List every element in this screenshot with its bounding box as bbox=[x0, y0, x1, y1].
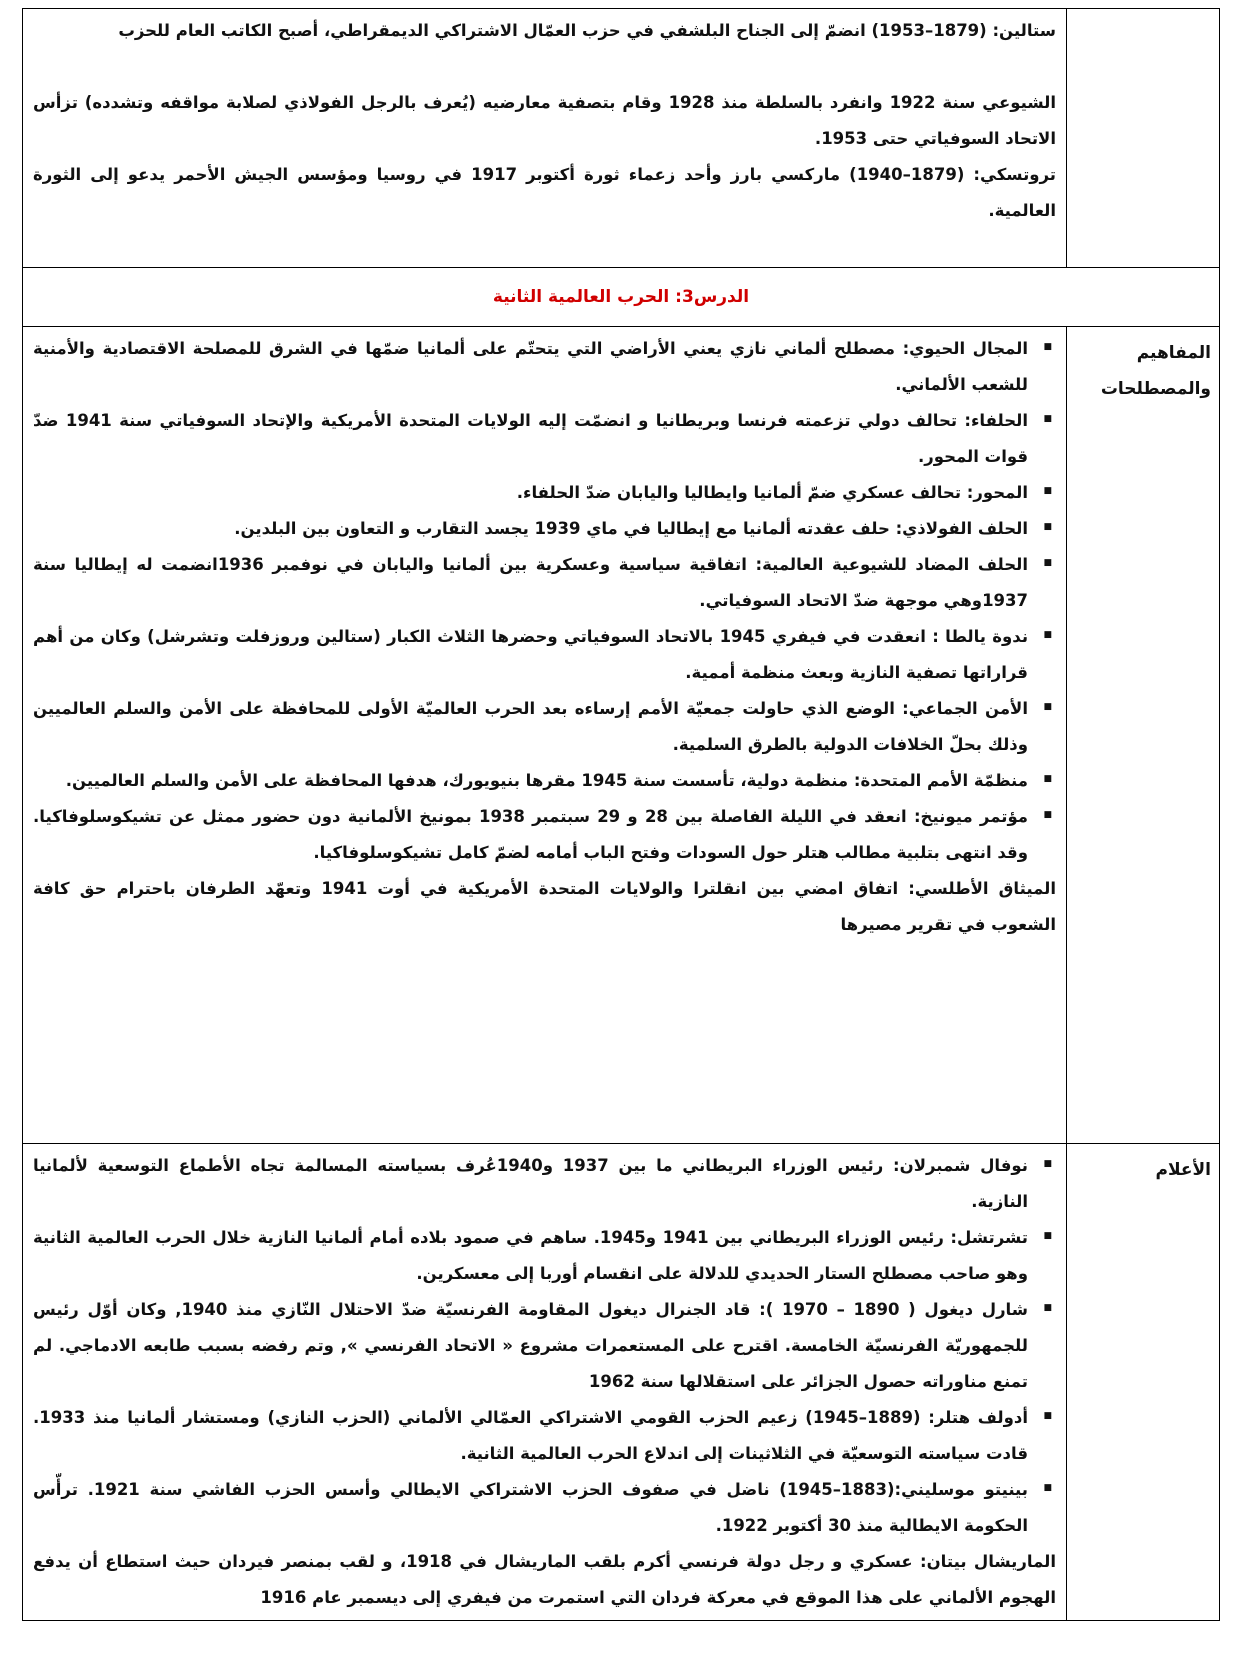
list-item: ■ المحور: تحالف عسكري ضمّ ألمانيا وايطاليا واليابان ضدّ الحلفاء. bbox=[33, 475, 1056, 511]
figures-list bbox=[33, 1148, 1056, 1544]
table-row bbox=[23, 327, 1220, 1144]
list-item: ■ الحلفاء: تحالف دولي تزعمته فرنسا وبريطانيا و انضمّت إليه الولايات المتحدة الأمريكية والإتحاد السوفياتي سنة 1941 ضدّ قوات المحور. bbox=[33, 403, 1056, 475]
stalin-trotsky-cell bbox=[23, 9, 1067, 268]
stalin-line-1: ستالين: (1879–1953) انضمّ إلى الجناح البلشفي في حزب العمّال الاشتراكي الديمقراطي، أصبح الكاتب العام للحزب bbox=[118, 21, 1056, 40]
list-item: ■ بينيتو موسليني:(1883–1945) ناضل في صفوف الحزب الاشتراكي الايطالي وأسس الحزب الفاشي سنة 1921. ترأّس الحكومة الايطالية منذ 30 أكتوبر 1922. bbox=[33, 1472, 1056, 1544]
list-item: ■ الأمن الجماعي: الوضع الذي حاولت جمعيّة الأمم إرساءه بعد الحرب العالميّة الأولى للمحافظة على الأمن والسلم العالميين وذلك بحلّ الخلافات الدولية بالطرق السلمية. bbox=[33, 691, 1056, 763]
concepts-label: المفاهيم والمصطلحات bbox=[1067, 327, 1220, 1144]
list-item: ■ مؤتمر ميونيخ: انعقد في الليلة الفاصلة بين 28 و 29 سبتمبر 1938 بمونيخ الألمانية دون حضور ممثل عن تشيكوسلوفاكيا. وقد انتهى بتلبية مطالب هتلر حول السودات وفتح الباب أمامه لضمّ كامل تشيكوسلوفاكيا. bbox=[33, 799, 1056, 871]
list-item: ■ المجال الحيوي: مصطلح ألماني نازي يعني الأراضي التي يتحتّم على ألمانيا ضمّها في الشرق للمصلحة الاقتصادية والأمنية للشعب الألماني. bbox=[33, 331, 1056, 403]
lesson-table bbox=[22, 8, 1220, 1621]
list-item: ■ أدولف هتلر: (1889–1945) زعيم الحزب القومي الاشتراكي العمّالي الألماني (الحزب النازي) ومستشار ألمانيا منذ 1933. قادت سياسته التوسعيّة في الثلاثينات إلى اندلاع الحرب العالمية الثانية. bbox=[33, 1400, 1056, 1472]
list-item: ■ نوفال شمبرلان: رئيس الوزراء البريطاني ما بين 1937 و1940عُرف بسياسته المسالمة تجاه الأطماع التوسعية لألمانيا النازية. bbox=[33, 1148, 1056, 1220]
list-item: ■ منظمّة الأمم المتحدة: منظمة دولية، تأسست سنة 1945 مقرها بنيويورك، هدفها المحافظة على الأمن والسلم العالميين. bbox=[33, 763, 1056, 799]
table-row bbox=[23, 268, 1220, 327]
lesson-document bbox=[22, 8, 1220, 1621]
row-label-empty bbox=[1067, 9, 1220, 268]
list-item: ■ تشرتشل: رئيس الوزراء البريطاني بين 1941 و1945. ساهم في صمود بلاده أمام ألمانيا النازية خلال الحرب العالمية الثانية وهو صاحب مصطلح الستار الحديدي للدلالة على انقسام أوربا إلى معسكرين. bbox=[33, 1220, 1056, 1292]
trotsky-entry: تروتسكي: (1879–1940) ماركسي بارز وأحد زعماء ثورة أكتوبر 1917 في روسيا ومؤسس الجيش الأحمر يدعو إلى الثورة العالمية. bbox=[33, 165, 1057, 220]
list-item: ■ الحلف الفولاذي: حلف عقدته ألمانيا مع إيطاليا في ماي 1939 يجسد التقارب و التعاون بين البلدين. bbox=[33, 511, 1056, 547]
lesson-title: الدرس3: الحرب العالمية الثانية bbox=[23, 268, 1220, 327]
table-row bbox=[23, 9, 1220, 268]
table-row bbox=[23, 1144, 1220, 1621]
list-item: ■ شارل ديغول ( 1890 – 1970 ): قاد الجنرال ديغول المقاومة الفرنسيّة ضدّ الاحتلال النّازي منذ 1940, وكان أوّل رئيس للجمهوريّة الفرنسيّة الخامسة. اقترح على المستعمرات مشروع « الاتحاد الفرنسي », وتم رفضه بسبب طابعه الادماجي. لم تمنع مناوراته حصول الجزائر على استقلالها سنة 1962 bbox=[33, 1292, 1056, 1400]
atlantic-charter-entry: الميثاق الأطلسي: اتفاق امضي بين انقلترا والولايات المتحدة الأمريكية في أوت 1941 وتعهّد الطرفان باحترام حق كافة الشعوب في تقرير مصيرها bbox=[33, 879, 1056, 934]
figures-label: الأعلام bbox=[1067, 1144, 1220, 1621]
petain-entry: الماريشال بيتان: عسكري و رجل دولة فرنسي أكرم بلقب الماريشال في 1918، و لقب بمنصر فيردان حيث استطاع أن يدفع الهجوم الألماني على هذا الموقع في معركة فردان التي استمرت من فيفري إلى ديسمبر عام 1916 bbox=[33, 1552, 1056, 1607]
concepts-list bbox=[33, 331, 1056, 871]
concepts-cell bbox=[23, 327, 1067, 1144]
list-item: ■ ندوة يالطا : انعقدت في فيفري 1945 بالاتحاد السوفياتي وحضرها الثلاث الكبار (ستالين وروزفلت وتشرشل) وكان من أهم قراراتها تصفية النازية وبعث منظمة أممية. bbox=[33, 619, 1056, 691]
stalin-line-2: الشيوعي سنة 1922 وانفرد بالسلطة منذ 1928 وقام بتصفية معارضيه (يُعرف بالرجل الفولاذي لصلابة مواقفه وتشدده) تزأس الاتحاد السوفياتي حتى 1953. bbox=[33, 93, 1056, 148]
list-item: ■ الحلف المضاد للشيوعية العالمية: اتفاقية سياسية وعسكرية بين ألمانيا واليابان في نوفمبر 1936انضمت له إيطاليا سنة 1937وهي موجهة ضدّ الاتحاد السوفياتي. bbox=[33, 547, 1056, 619]
figures-cell bbox=[23, 1144, 1067, 1621]
